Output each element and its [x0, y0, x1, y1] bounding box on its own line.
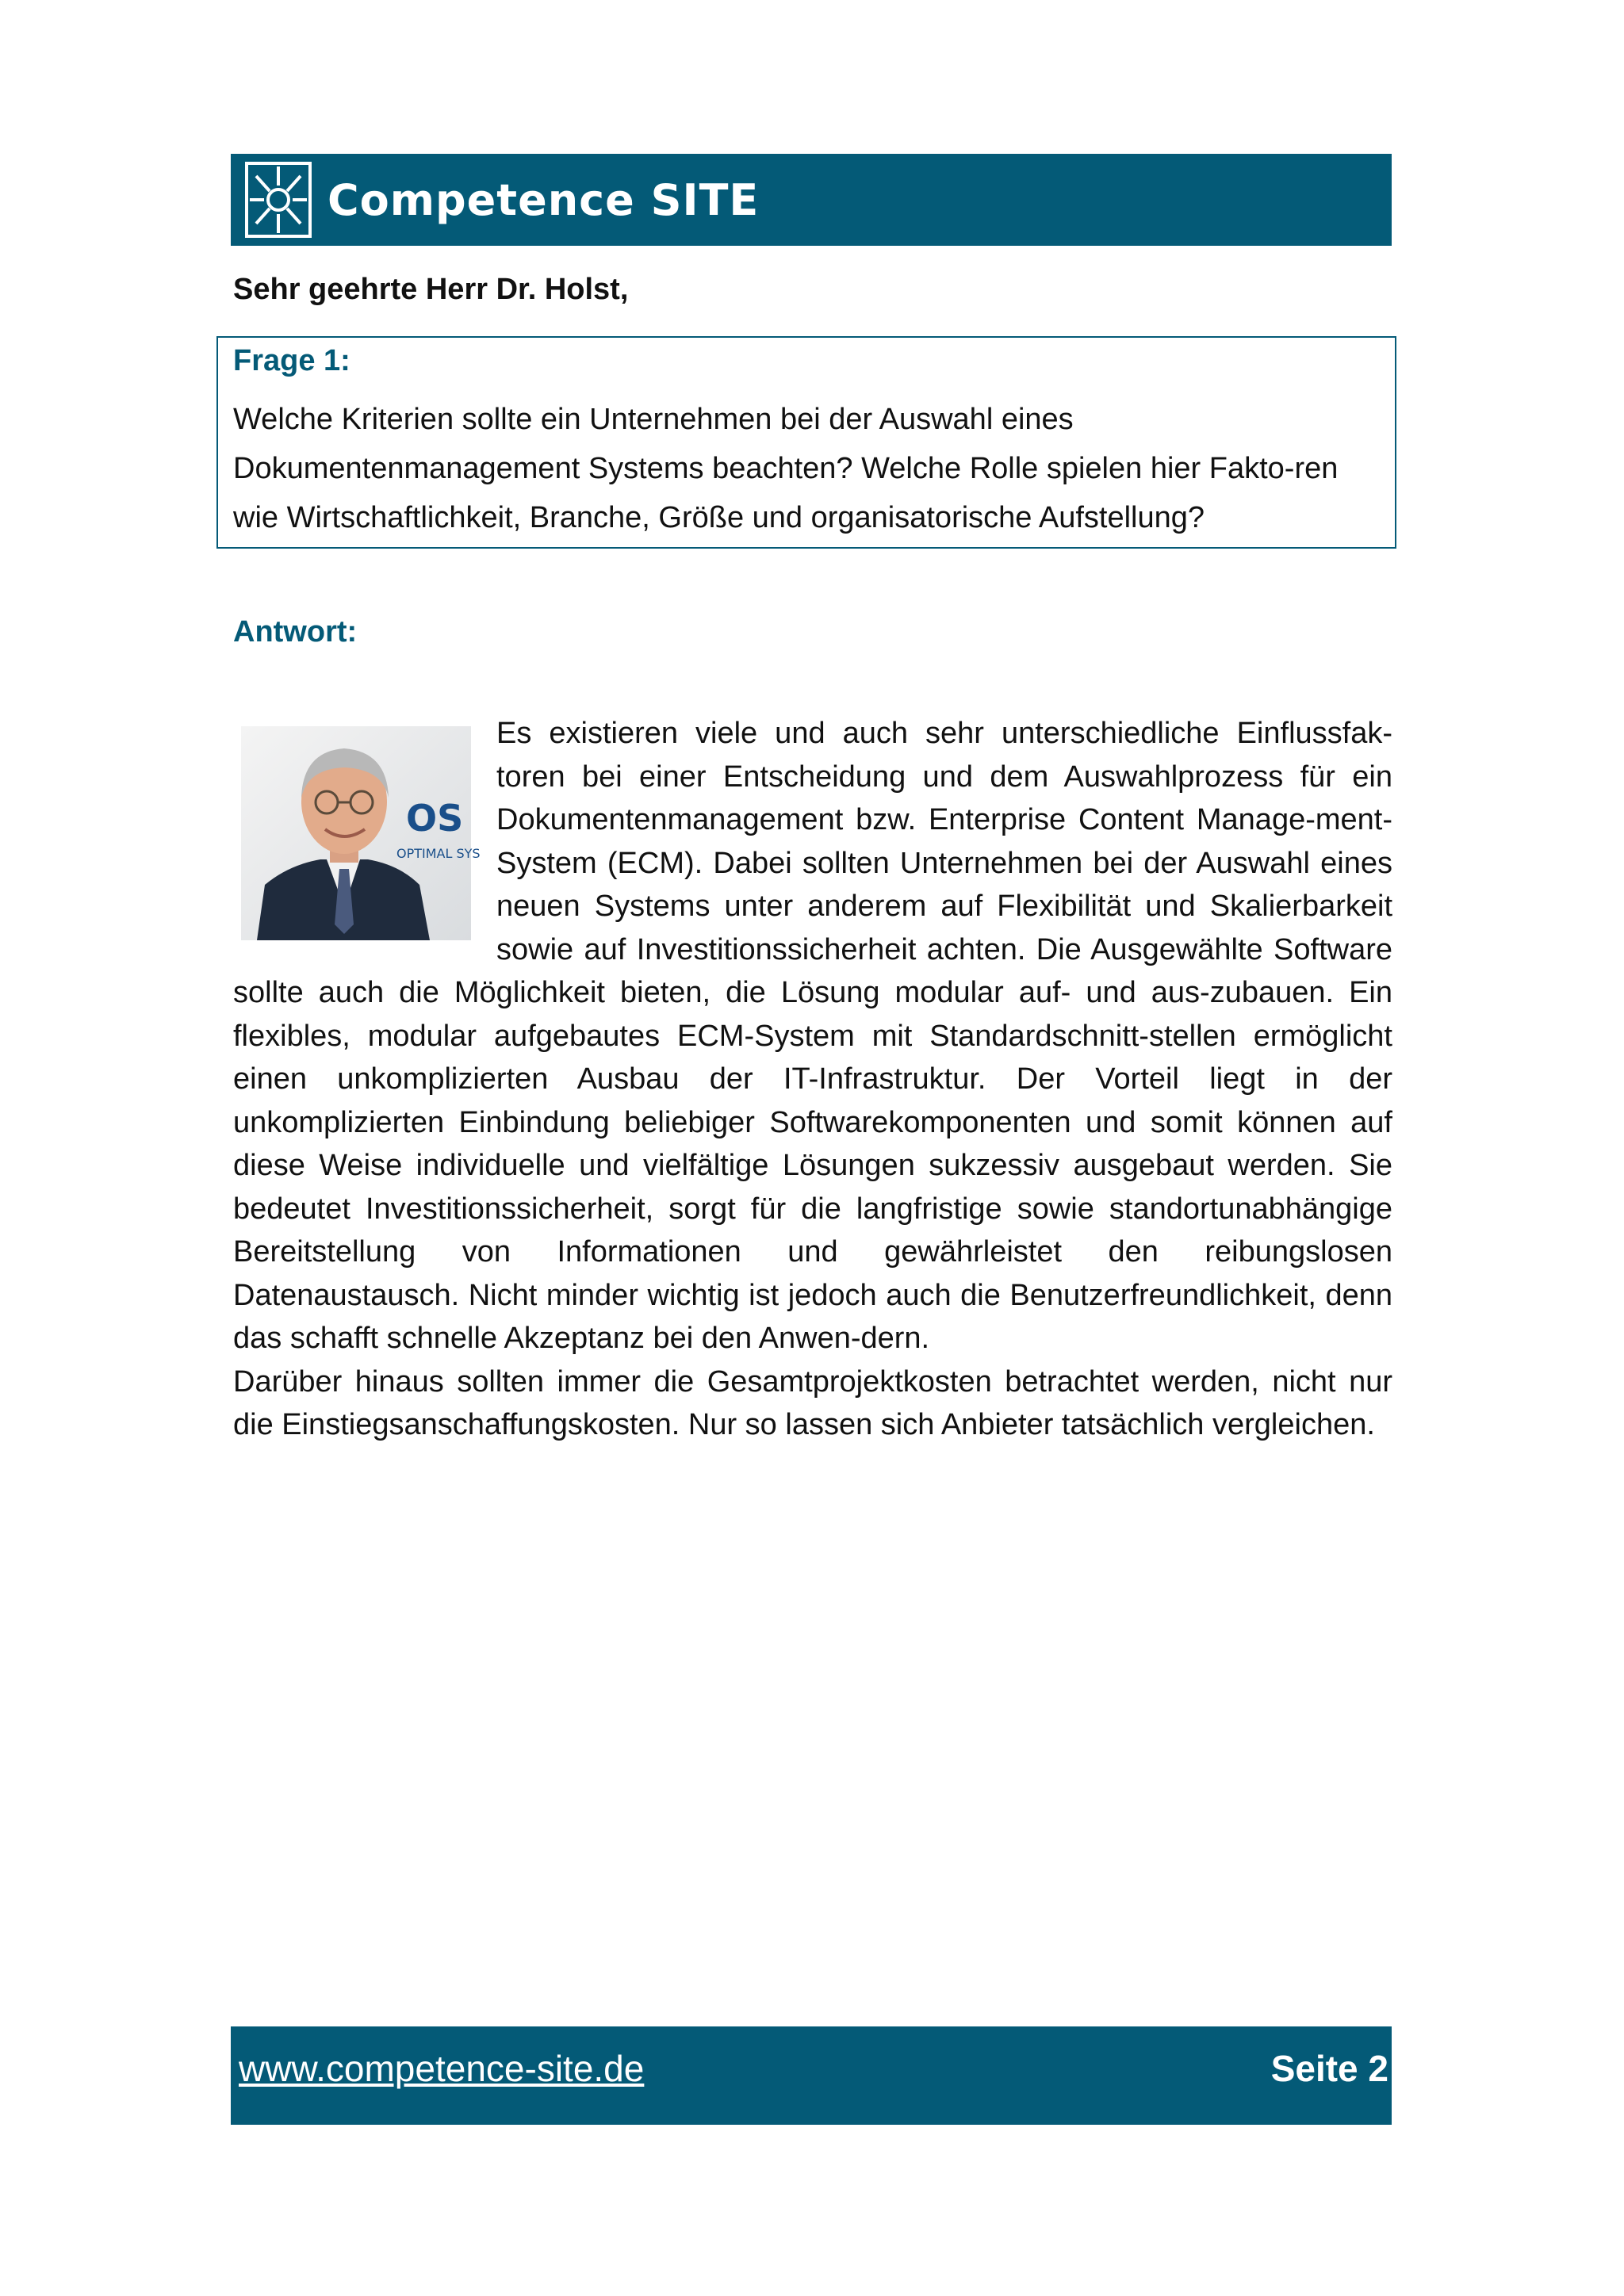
- portrait-logo-text: OS: [406, 797, 464, 840]
- page-number: Seite 2: [1270, 2048, 1388, 2089]
- footer-banner: [231, 2026, 1392, 2125]
- question-text: Welche Kriterien sollte ein Unternehmen bei der Auswahl eines Dokumentenmanagement Systems beachten? Welche Rolle spielen hier Fakto-ren wie Wirtschaftlichkeit, Branche, Größe und organisatorische Aufstellung?: [233, 403, 1339, 534]
- sun-grid-logo-icon: [245, 162, 312, 238]
- header-banner: [231, 154, 1392, 246]
- brand-name: Competence SITE: [327, 174, 760, 225]
- question-title: Frage 1:: [233, 344, 350, 377]
- portrait-photo: [241, 726, 481, 940]
- answer-label: Antwort:: [233, 615, 358, 649]
- answer-paragraph-1: Es existieren viele und auch sehr unterschiedliche Einflussfak-toren bei einer Entscheidung und dem Auswahlprozess für ein Dokumentenmanagement bzw. Enterprise Content Manage-ment-System (ECM). Dabei sollten Unternehmen bei der Auswahl eines neuen Systems unter anderem auf Flexibilität und Skalierbarkeit sowie auf Investitionssicherheit achten. Die Ausgewählte Software sollte auch die Möglichkeit bieten, die Lösung modular auf- und aus-zubauen. Ein flexibles, modular aufgebautes ECM-System mit Standardschnitt-stellen ermöglicht einen unkomplizierten Ausbau der IT-Infrastruktur. Der Vorteil liegt in der unkomplizierten Einbindung beliebiger Softwarekomponenten und somit können auf diese Weise individuelle und vielfältige Lösungen sukzessiv ausgebaut werden. Sie bedeutet Investitionssicherheit, sorgt für die langfristige sowie standortunabhängige Bereitstellung von Informationen und gewährleistet den reibungslosen Datenaustausch. Nicht minder wichtig ist jedoch auch die Benutzerfreundlichkeit, denn das schafft schnelle Akzeptanz bei den Anwen-dern.: [233, 717, 1392, 1355]
- answer-paragraph-2: Darüber hinaus sollten immer die Gesamtprojektkosten betrachtet werden, nicht nur die Einstiegsanschaffungskosten. Nur so lassen sich Anbieter tatsächlich vergleichen.: [233, 1364, 1392, 1441]
- website-link[interactable]: www.competence-site.de: [239, 2048, 645, 2089]
- answer-body: [233, 712, 1392, 1447]
- salutation: Sehr geehrte Herr Dr. Holst,: [233, 273, 629, 306]
- question-box: [216, 336, 1396, 549]
- portrait-logo-subtext: OPTIMAL SYS: [396, 846, 481, 861]
